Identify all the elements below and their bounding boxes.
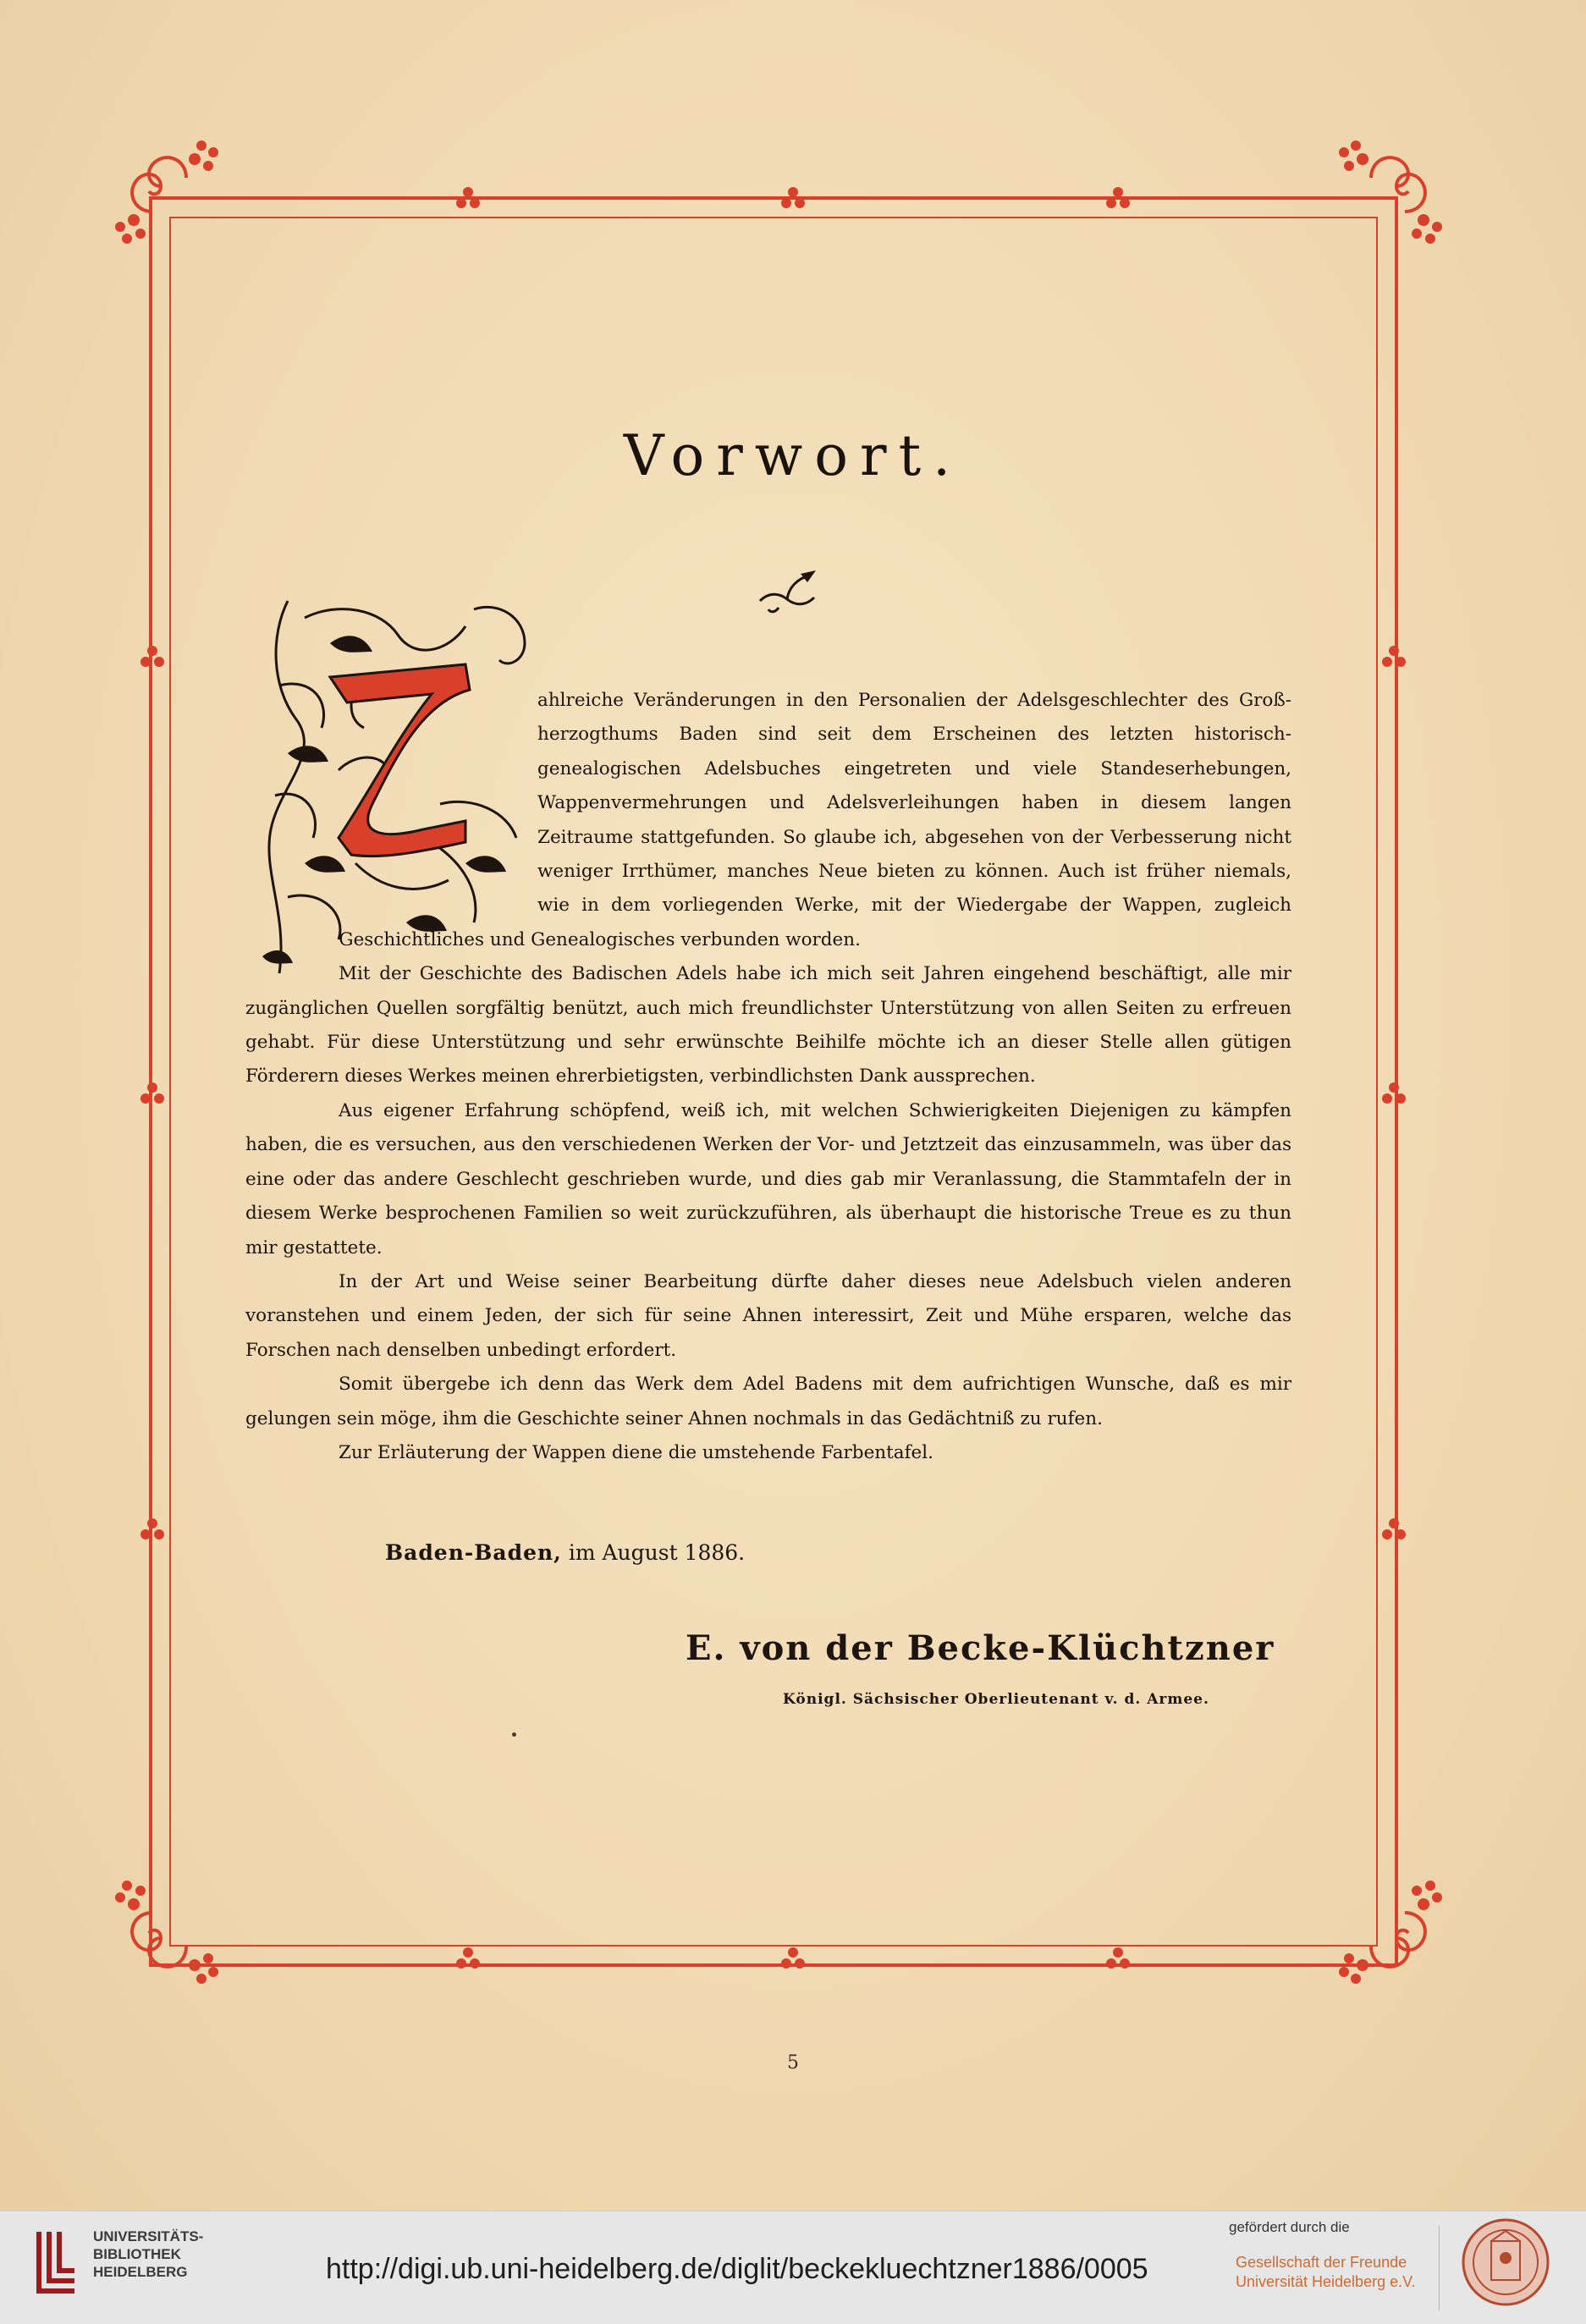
paragraph-4: In der Art und Weise seiner Bearbeitung dürfte daher dieses neue Adelsbuch vielen anderen voranstehen und einem Jeden, der sich für seine Ahnen interessirt, Zeit und Mühe ersparen, welche das Forschen nach denselben unbedingt erfordert. <box>245 1270 1291 1361</box>
corner-ornament-bottom-right <box>1337 1879 1456 1997</box>
trefoil-ornament-bottom-2 <box>780 1947 806 1972</box>
footer-divider <box>1439 2226 1440 2310</box>
trefoil-ornament-right-3 <box>1381 1517 1407 1543</box>
society-line-2: Universität Heidelberg e.V. <box>1236 2273 1416 2290</box>
permalink-url[interactable]: http://digi.ub.uni-heidelberg.de/diglit/beckekluechtzner1886/0005 <box>326 2253 1148 2285</box>
corner-ornament-top-left <box>102 127 220 245</box>
trefoil-ornament-top-2 <box>780 186 806 212</box>
trefoil-ornament-right-2 <box>1381 1082 1407 1107</box>
trefoil-ornament-right-1 <box>1381 645 1407 670</box>
society-line-1: Gesellschaft der Freunde <box>1236 2254 1407 2271</box>
library-logo-icon <box>32 2223 83 2299</box>
corner-ornament-bottom-left <box>102 1879 220 1997</box>
trefoil-ornament-top-1 <box>455 186 481 212</box>
fleuron-ornament <box>753 567 821 618</box>
library-line-3: HEIDELBERG <box>93 2264 188 2280</box>
paragraph-3: Aus eigener Erfahrung schöpfend, weiß ich, mit welchen Schwierigkeiten Diejenigen zu kämpfen haben, die es versuchen, aus den verschiedenen Werken der Vor- und Jetztzeit das einzusammeln, was über das eine oder das andere Geschlecht geschrieben wurde, und dies gab mir Veranlassung, die Stammtafeln der in diesem Werke besprochenen Familien so weit zurückzuführen, als überhaupt die historische Treue es zu thun mir gestattete. <box>245 1099 1291 1258</box>
page-number: 5 <box>787 2052 799 2073</box>
place: Baden-Baden, <box>385 1540 562 1565</box>
author-rank: Königl. Sächsischer Oberlieutenant v. d. Armee. <box>783 1691 1209 1708</box>
library-line-2: BIBLIOTHEK <box>93 2246 181 2262</box>
library-line-1: UNIVERSITÄTS- <box>93 2228 204 2244</box>
paragraph-6: Zur Erläuterung der Wappen diene die umstehende Farbentafel. <box>339 1441 933 1463</box>
paragraph-1-rest: herzogthums Baden sind seit dem Erscheinen des letzten historisch-genealogischen Adelsbuches eingetreten und viele Standeserhebungen, Wappenvermehrungen und Adelsverleihungen haben in diesem langen Zeitraume stattgefunden. So glaube ich, abgesehen von der Verbesserung nicht weniger Irrthümer, manches Neue bieten zu können. Auch ist früher niemals, wie in dem vorliegenden Werke, mit der Wiedergabe der Wappen, zugleich Geschichtliches und Genealogisches verbunden worden. <box>339 724 1291 950</box>
page-title: Vorwort. <box>623 423 963 488</box>
trefoil-ornament-bottom-3 <box>1105 1947 1131 1972</box>
paragraph-5: Somit übergebe ich denn das Werk dem Adel Badens mit dem aufrichtigen Wunsche, daß es mir gelungen sein möge, ihm die Geschichte seiner Ahnen nochmals in das Gedächtniß zu rufen. <box>245 1374 1291 1429</box>
trefoil-ornament-left-2 <box>140 1082 165 1107</box>
place-and-date <box>385 1540 745 1565</box>
ink-dot <box>512 1732 516 1737</box>
society-name <box>1236 2253 1415 2292</box>
drop-cap-spacer <box>245 684 537 955</box>
library-name <box>93 2228 203 2281</box>
corner-ornament-top-right <box>1337 127 1456 245</box>
paragraph-2: Mit der Geschichte des Badischen Adels habe ich mich seit Jahren eingehend beschäftigt, alle mir zugänglichen Quellen sorgfältig benützt, auch mich freundlichster Unterstützung von allen Seiten zu erfreuen gehabt. Für diese Unterstützung und sehr erwünschte Beihilfe möchte ich an dieser Stelle allen gütigen Förderern dieses Werkes meinen ehrerbietigsten, verbindlichsten Dank aussprechen. <box>245 963 1291 1088</box>
preface-body <box>245 684 1291 1470</box>
university-seal-icon <box>1459 2216 1552 2309</box>
trefoil-ornament-left-3 <box>140 1517 165 1543</box>
date: im August 1886. <box>568 1540 746 1565</box>
trefoil-ornament-left-1 <box>140 645 165 670</box>
paragraph-1-first-line: ahlreiche Veränderungen in den Personalien der Adelsgeschlechter des Groß- <box>537 690 1291 711</box>
trefoil-ornament-top-3 <box>1105 186 1131 212</box>
author-signature: E. von der Becke-Klüchtzner <box>686 1628 1275 1668</box>
funded-by-label: gefördert durch die <box>1229 2219 1350 2235</box>
trefoil-ornament-bottom-1 <box>455 1947 481 1972</box>
